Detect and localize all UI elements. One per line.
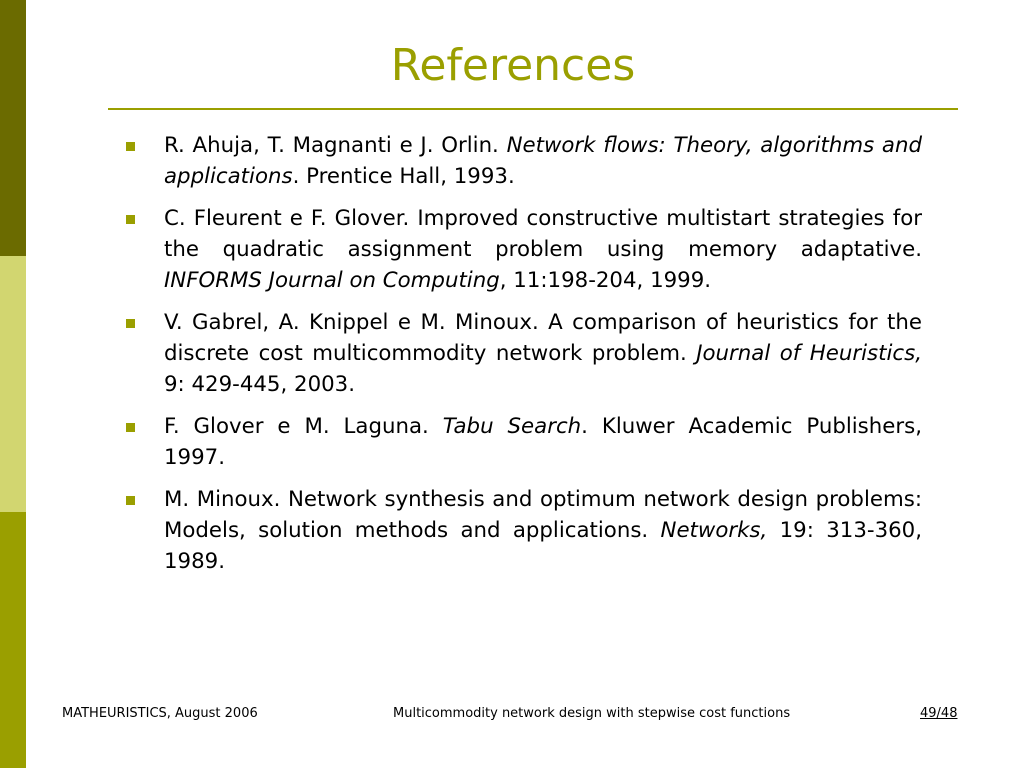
square-bullet-icon [126, 215, 135, 224]
reference-authors-title: R. Ahuja, T. Magnanti e J. Orlin. [164, 133, 507, 158]
square-bullet-icon [126, 496, 135, 505]
reference-publication: Journal of Heuristics, [696, 341, 922, 366]
reference-publication: INFORMS Journal on Computing [164, 268, 500, 293]
reference-authors-title: V. Gabrel, A. Knippel e M. Minoux. A comparison of heuristics for the discrete cost multicommodity network problem. [164, 310, 922, 366]
title-underline [108, 108, 958, 110]
reference-item [122, 307, 922, 400]
square-bullet-icon [126, 423, 135, 432]
reference-authors-title: M. Minoux. Network synthesis and optimum network design problems: Models, solution methods and applications. [164, 487, 922, 543]
reference-text [164, 203, 922, 296]
reference-publication: Network flows: Theory, algorithms and applications [164, 133, 922, 189]
footer-event: MATHEURISTICS, August 2006 [62, 706, 258, 721]
reference-text [164, 411, 922, 473]
reference-item [122, 130, 922, 192]
reference-details: 9: 429-445, 2003. [164, 372, 355, 397]
reference-authors-title: F. Glover e M. Laguna. [164, 414, 443, 439]
reference-details: . Prentice Hall, 1993. [292, 164, 515, 189]
reference-text [164, 130, 922, 192]
reference-publication: Networks, [660, 518, 768, 543]
sidebar-band-middle [0, 256, 26, 512]
reference-details: , 11:198-204, 1999. [499, 268, 712, 293]
reference-text [164, 484, 922, 577]
reference-details: . Kluwer Academic Publishers, 1997. [164, 414, 922, 470]
reference-list [122, 130, 922, 588]
reference-item [122, 203, 922, 296]
reference-item [122, 411, 922, 473]
reference-authors-title: C. Fleurent e F. Glover. Improved constructive multistart strategies for the quadratic assignment problem using memory adaptative. [164, 206, 922, 262]
square-bullet-icon [126, 319, 135, 328]
square-bullet-icon [126, 142, 135, 151]
reference-item [122, 484, 922, 577]
sidebar-band-bottom [0, 512, 26, 768]
footer-talk-title: Multicommodity network design with stepwise cost functions [393, 706, 791, 721]
reference-text [164, 307, 922, 400]
sidebar-decoration [0, 0, 26, 768]
reference-publication: Tabu Search [442, 414, 582, 439]
reference-details: 19: 313-360, 1989. [164, 518, 922, 574]
sidebar-band-top [0, 0, 26, 256]
footer-page-number: 49/48 [920, 706, 958, 721]
slide-title: References [390, 40, 636, 91]
